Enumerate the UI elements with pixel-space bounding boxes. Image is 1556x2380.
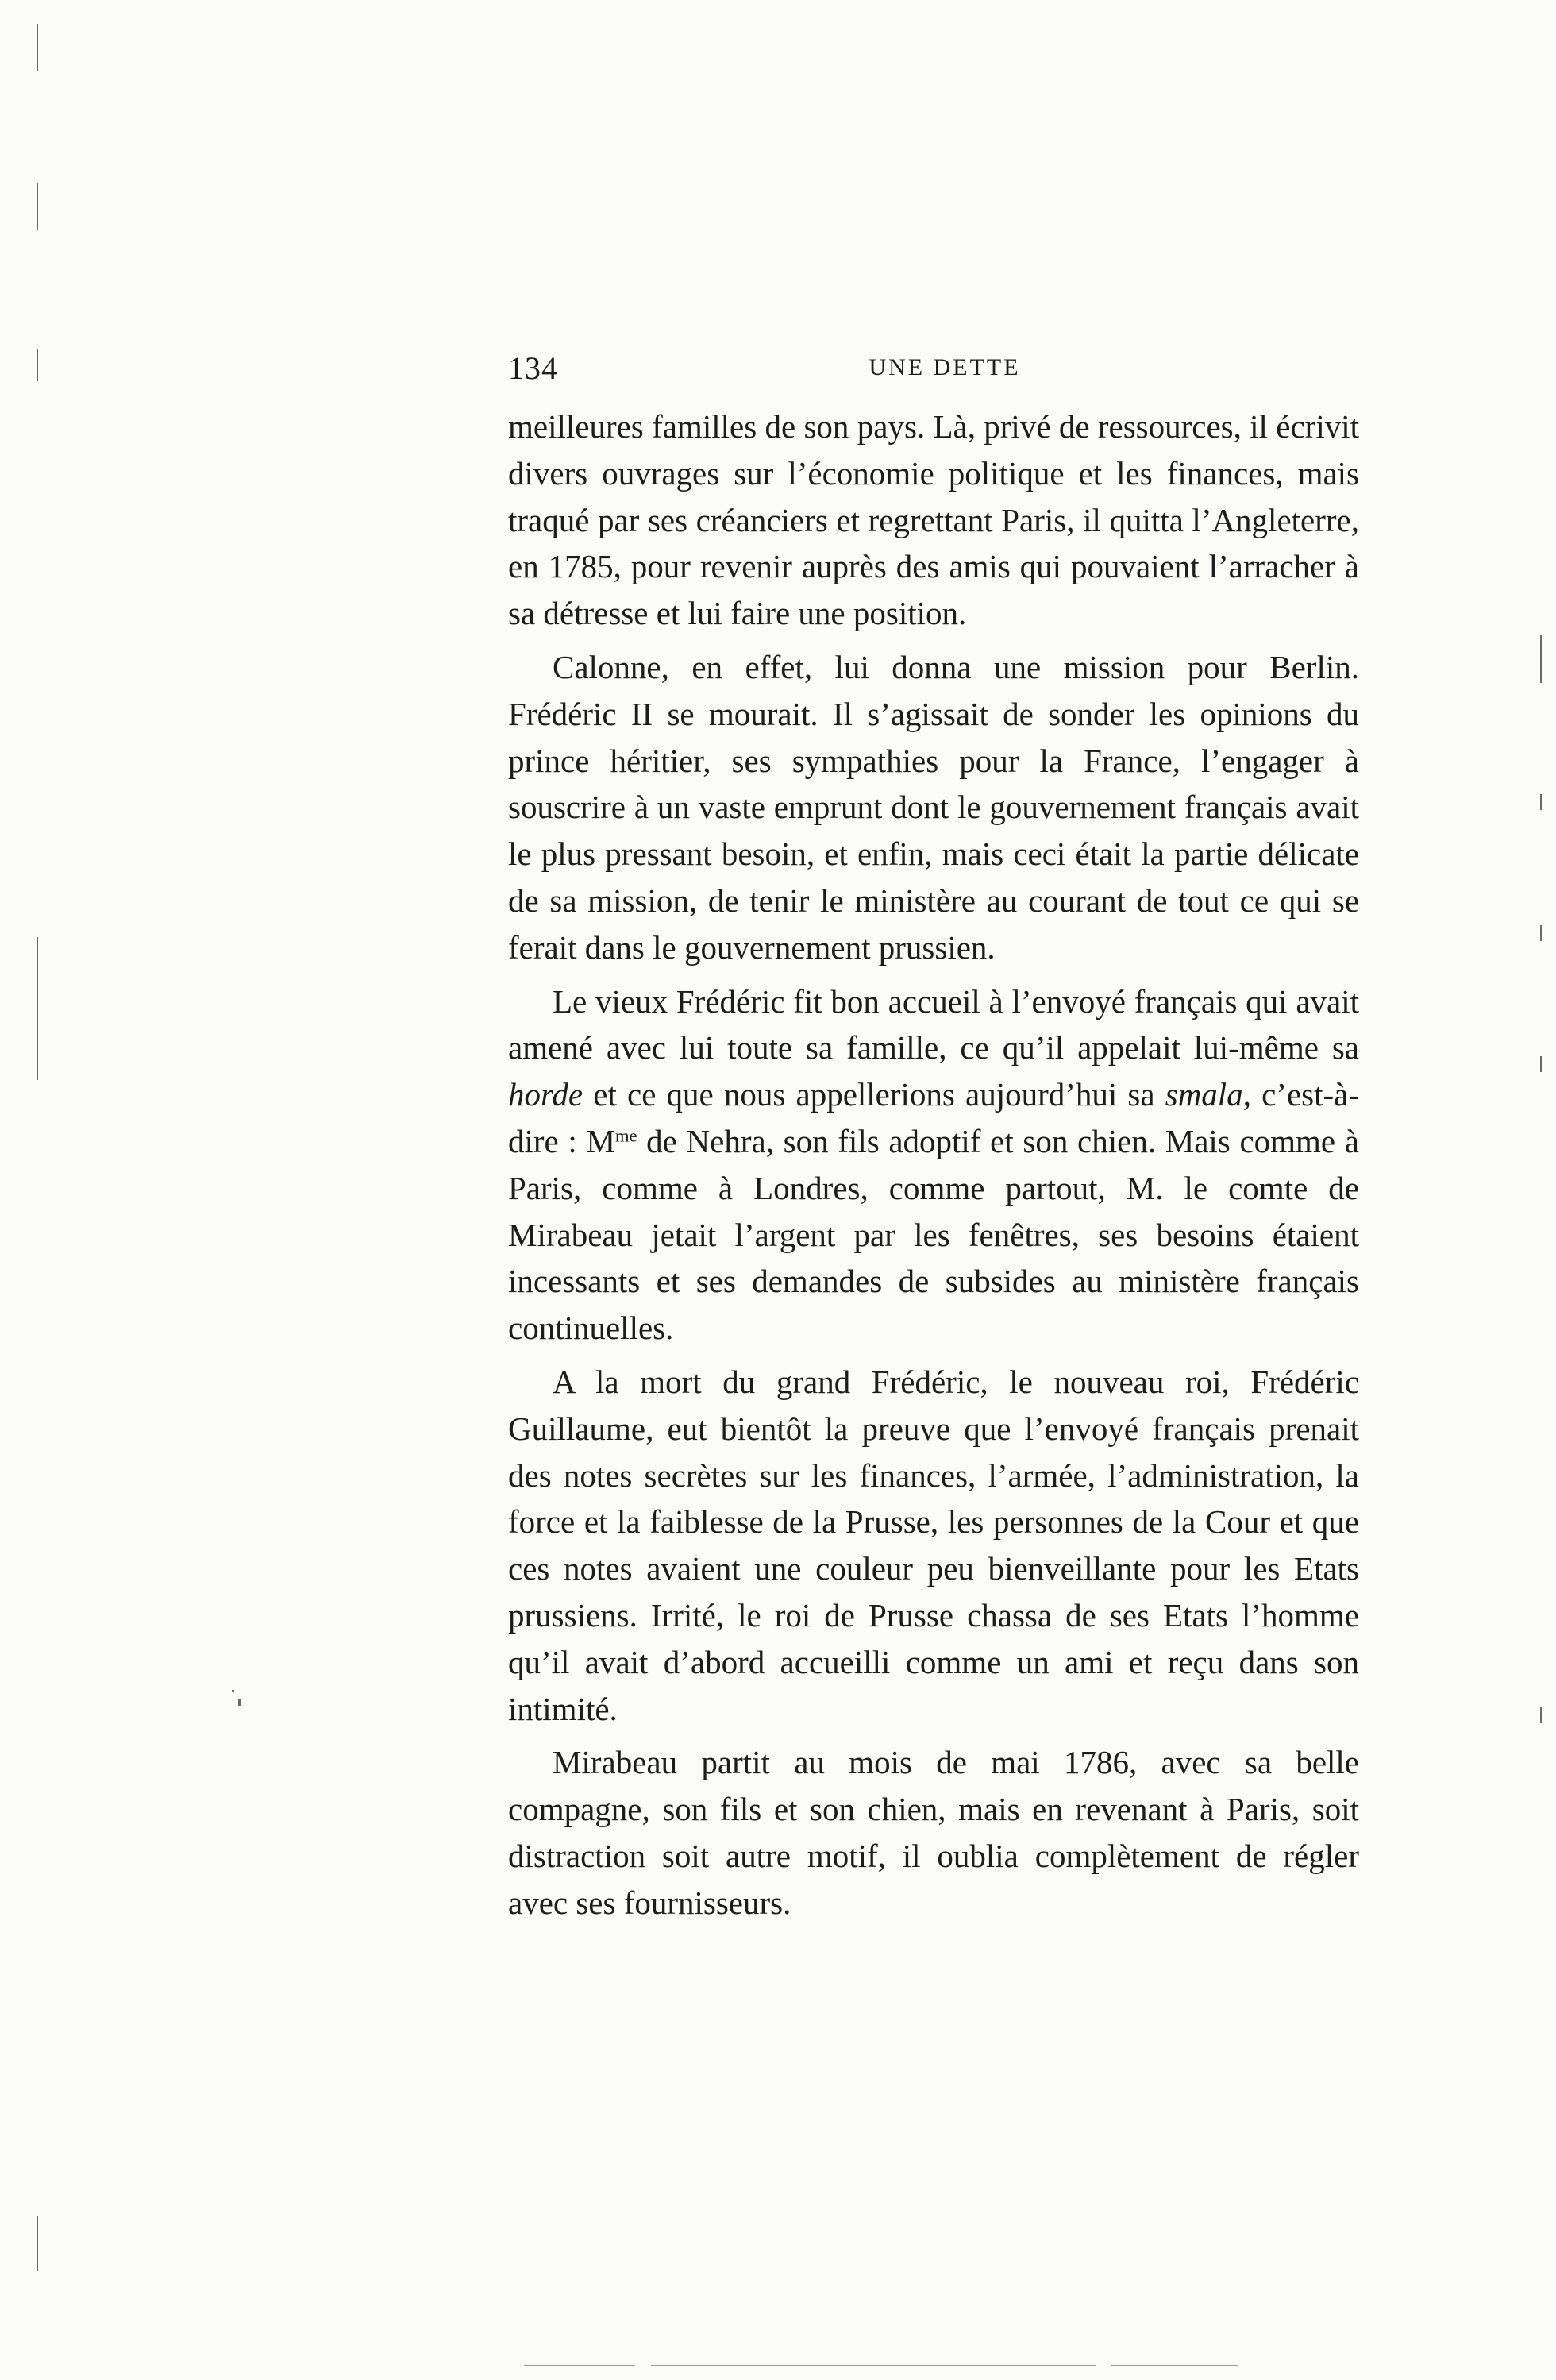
- paragraph: [508, 978, 1359, 1352]
- italic-word: smala: [1165, 1076, 1243, 1113]
- page-number: 134: [508, 350, 558, 386]
- paragraph-text: , c’est-à-dire : M: [508, 1076, 1359, 1159]
- italic-word: horde: [508, 1076, 584, 1113]
- paragraph-text: et ce que nous appellerions aujourd’hui sa: [583, 1076, 1165, 1113]
- scan-artifact-bottom-rule: [524, 2365, 635, 2366]
- body-text: [508, 403, 1359, 1927]
- scan-artifact-left-edge: [37, 183, 38, 230]
- scan-artifact-right-edge: [1540, 1707, 1542, 1723]
- paragraph: A la mort du grand Frédéric, le nouveau roi, Frédéric Guillaume, eut bientôt la preuve que l’envoyé français prenait des notes secrètes sur les finances, l’armée, l’administration, la force et la faiblesse de la Prusse, les personnes de la Cour et que ces notes avaient une couleur peu bienveillante pour les Etats prussiens. Irrité, le roi de Prusse chassa de ses Etats l’homme qu’il avait d’abord accueilli comme un ami et reçu dans son intimité.: [508, 1363, 1359, 1727]
- paragraph: Calonne, en effet, lui donna une mission pour Berlin. Frédéric II se mourait. Il s’agissait de sonder les opinions du prince héritier, ses sympathies pour la France, l’engager à souscrire à un vaste emprunt dont le gouvernement français avait le plus pressant besoin, et enfin, mais ceci était la partie délicate de sa mission, de tenir le ministère au courant de tout ce qui se ferait dans le gouvernement prussien.: [508, 648, 1359, 966]
- running-title: UNE DETTE: [869, 354, 1021, 380]
- paragraph-text: de Nehra, son fils adoptif et son chien. Mais comme à Paris, comme à Londres, comme partout, M. le comte de Mirabeau jetait l’argent par les fenêtres, ses besoins étaient incessants et ses demandes de subsides au ministère français continuelles.: [508, 1122, 1359, 1347]
- scan-artifact-speck: [232, 1690, 234, 1692]
- paragraph: Mirabeau partit au mois de mai 1786, avec sa belle compagne, son fils et son chien, mais en revenant à Paris, soit distraction soit autre motif, il oublia complètement de régler avec ses fournisseurs.: [508, 1744, 1359, 1921]
- scan-artifact-bottom-rule: [651, 2365, 1096, 2366]
- scan-artifact-speck: [238, 1699, 241, 1706]
- scan-artifact-bottom-rule: [1111, 2365, 1238, 2366]
- scan-artifact-left-edge: [37, 2216, 38, 2271]
- running-header: [508, 349, 1350, 397]
- paragraph-text: Le vieux Frédéric fit bon accueil à l’envoyé français qui avait amené avec lui toute sa famille, ce qu’il appelait lui-même sa: [508, 982, 1359, 1067]
- scan-artifact-left-edge: [37, 349, 38, 381]
- scan-artifact-right-edge: [1540, 1056, 1542, 1072]
- scan-artifact-right-edge: [1540, 794, 1542, 810]
- scan-artifact-left-edge: [37, 24, 38, 71]
- scan-artifact-left-edge: [37, 937, 38, 1080]
- paragraph: meilleures familles de son pays. Là, privé de ressources, il écrivit divers ouvrages sur l’économie politique et les finances, mais traqué par ses créanciers et regrettant Paris, il quitta l’Angleterre, en 1785, pour revenir auprès des amis qui pouvaient l’arracher à sa détresse et lui faire une position.: [508, 408, 1359, 632]
- superscript-abbreviation: me: [614, 1125, 637, 1146]
- scan-artifact-right-edge: [1540, 925, 1542, 941]
- scan-artifact-right-edge: [1540, 635, 1542, 683]
